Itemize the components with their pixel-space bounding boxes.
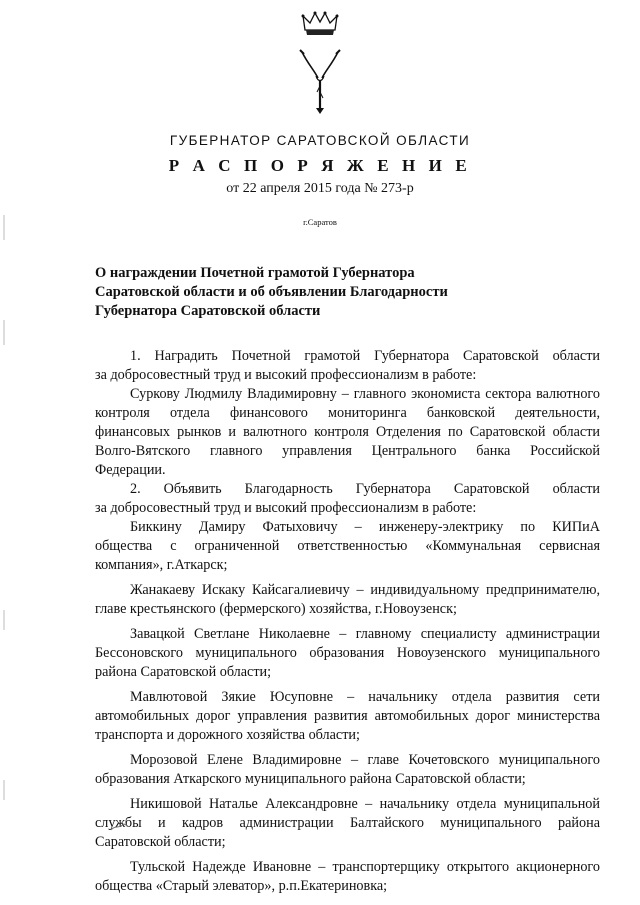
award-recipient-line: контроля отдела финансового мониторинга банковской деятельности, [95,405,600,421]
gratitude-recipient-line: образования Аткарского муниципального района Саратовской области; [95,771,526,787]
gratitude-recipient-line: компания», г.Аткарск; [95,557,228,573]
gratitude-recipient-line: службы и кадров администрации Балтайского муниципального района [95,815,600,831]
gratitude-recipient-line: Морозовой Елене Владимировне – главе Кочетовского муниципального [130,752,600,768]
gratitude-recipient-line: Никишовой Наталье Александровне – начальнику отдела муниципальной [130,796,600,812]
gratitude-recipient-line: общества с ограниченной ответственностью «Коммунальная сервисная [95,538,600,554]
award-recipient-line: финансовых рынков и валютного контроля Отделения по Саратовской области [95,424,600,440]
document-body [95,347,600,896]
gratitude-recipient-line: Жанакаеву Искаку Кайсагалиевичу – индивидуальному предпринимателю, [130,582,600,598]
gratitude-recipient-line: Бессоновского муниципального образования Новоузенского муниципального [95,645,600,661]
pen-mark [110,822,130,832]
document-title [95,264,575,321]
title-line: О награждении Почетной грамотой Губернатора [95,265,415,281]
paragraph-2-line: за добросовестный труд и высокий профессионализм в работе: [95,500,477,516]
paragraph-1-line: за добросовестный труд и высокий профессионализм в работе: [95,367,477,383]
paragraph-2-line: 2. Объявить Благодарность Губернатора Саратовской области [130,481,600,497]
document-date-number: от 22 апреля 2015 года № 273-р [226,181,414,196]
gratitude-recipient-line: общества «Старый элеватор», р.п.Екатериновка; [95,878,388,894]
document-city: г.Саратов [303,217,337,227]
gratitude-recipient-line: Завацкой Светлане Николаевне – главному специалисту администрации [130,626,600,642]
award-recipient-line: Волго-Вятского главного управления Центрального банка Российской [95,443,600,459]
award-recipient-line: Суркову Людмилу Владимировну – главного экономиста сектора валютного [130,386,600,402]
gratitude-recipient-line: автомобильных дорог управления развития автомобильных дорог министерства [95,708,600,724]
gratitude-recipient-line: транспорта и дорожного хозяйства области; [95,727,360,743]
award-recipient-line: Федерации. [95,462,166,478]
gratitude-recipient-line: района Саратовской области; [95,664,272,680]
title-line: Саратовской области и об объявлении Благодарности [95,284,448,300]
gratitude-recipient-line: Биккину Дамиру Фатыховичу – инженеру-электрику по КИПиА [130,519,600,535]
gratitude-recipient-line: Мавлютовой Зякие Юсуповне – начальнику отдела развития сети [130,689,600,705]
scan-margin-marks [0,0,12,905]
issuer-heading: ГУБЕРНАТОР САРАТОВСКОЙ ОБЛАСТИ [169,133,471,148]
document-type-heading: Р А С П О Р Я Ж Е Н И Е [168,156,472,175]
gratitude-recipient-line: Саратовской области; [95,834,226,850]
paragraph-1-line: 1. Наградить Почетной грамотой Губернатора Саратовской области [130,348,600,364]
gratitude-recipient-line: Тульской Надежде Ивановне – транспортерщику открытого акционерного [130,859,600,875]
gratitude-recipient-line: главе крестьянского (фермерского) хозяйства, г.Новоузенск; [95,601,457,617]
coat-of-arms-emblem [296,8,344,116]
title-line: Губернатора Саратовской области [95,303,321,319]
